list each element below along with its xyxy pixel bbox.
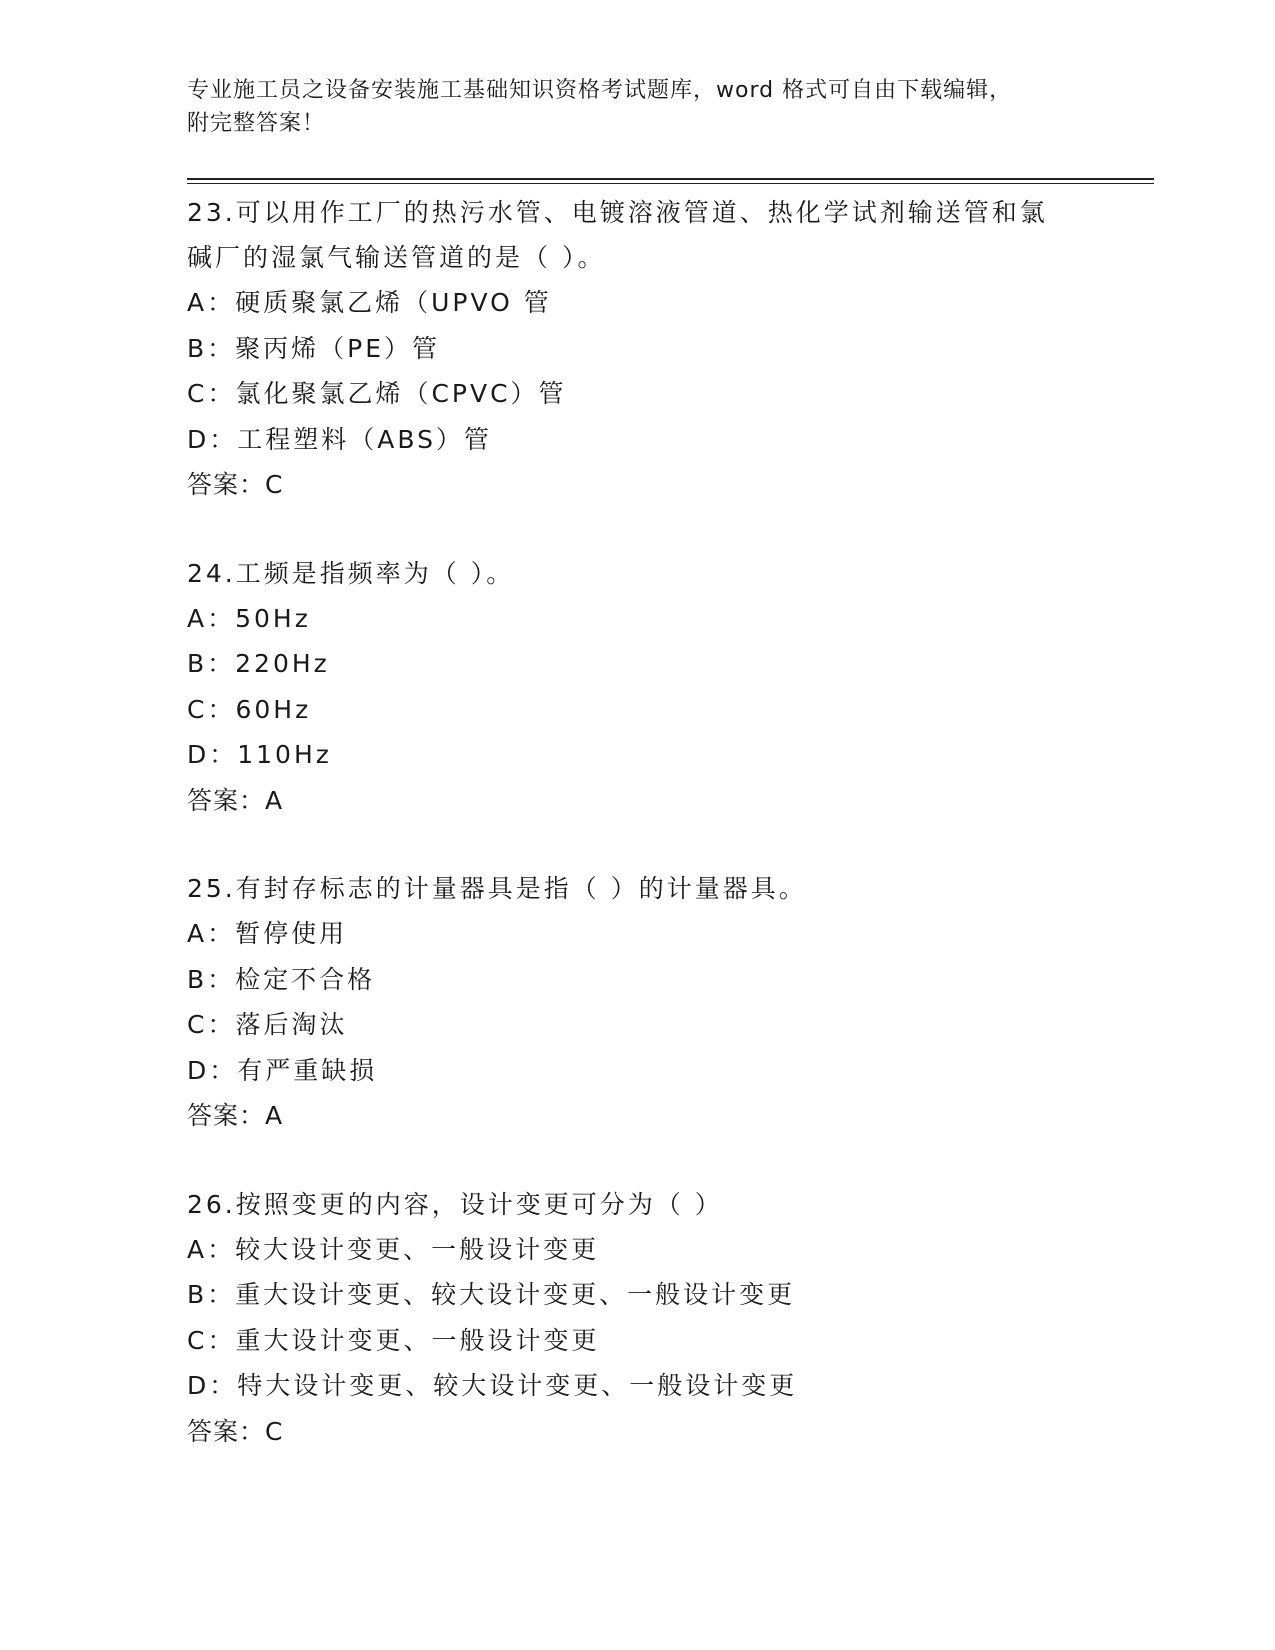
option-b: B：聚丙烯（PE）管 bbox=[187, 333, 441, 363]
option-d: D：特大设计变更、较大设计变更、一般设计变更 bbox=[187, 1371, 798, 1400]
answer-line: 答案：A bbox=[187, 785, 284, 815]
option-d: D：110Hz bbox=[187, 740, 332, 769]
question-26 bbox=[187, 1182, 1087, 1455]
option-b: B：220Hz bbox=[187, 649, 330, 678]
option-c: C：落后淘汰 bbox=[187, 1010, 348, 1039]
question-list bbox=[187, 190, 1087, 1497]
option-a: A：50Hz bbox=[187, 603, 311, 633]
question-text-line: 24.工频是指频率为（ ）。 bbox=[187, 558, 515, 588]
option-d: D：有严重缺损 bbox=[187, 1055, 378, 1085]
answer-line: 答案：A bbox=[187, 1101, 284, 1130]
option-c: C：重大设计变更、一般设计变更 bbox=[187, 1325, 600, 1355]
question-text-line: 26.按照变更的内容，设计变更可分为（ ） bbox=[187, 1189, 723, 1219]
option-a: A：较大设计变更、一般设计变更 bbox=[187, 1234, 600, 1264]
question-text-line: 23.可以用作工厂的热污水管、电镀溶液管道、热化学试剂输送管和氯 bbox=[187, 198, 1048, 227]
header-line-1: 专业施工员之设备安装施工基础知识资格考试题库，word 格式可自由下载编辑， bbox=[187, 78, 1013, 103]
answer-line: 答案：C bbox=[187, 1416, 284, 1446]
option-c: C：60Hz bbox=[187, 694, 312, 724]
answer-line: 答案：C bbox=[187, 470, 284, 499]
header-divider-thick bbox=[187, 178, 1154, 180]
header-line-2: 附完整答案！ bbox=[187, 111, 326, 136]
option-b: B：检定不合格 bbox=[187, 964, 376, 994]
option-d: D：工程塑料（ABS）管 bbox=[187, 424, 492, 454]
document-header bbox=[187, 74, 1087, 140]
question-25 bbox=[187, 866, 1087, 1139]
option-b: B：重大设计变更、较大设计变更、一般设计变更 bbox=[187, 1280, 796, 1309]
question-text-line: 25.有封存标志的计量器具是指（ ）的计量器具。 bbox=[187, 874, 807, 903]
question-24 bbox=[187, 551, 1087, 824]
option-a: A：暂停使用 bbox=[187, 919, 348, 948]
question-23 bbox=[187, 190, 1087, 508]
option-c: C：氯化聚氯乙烯（CPVC）管 bbox=[187, 379, 567, 408]
question-text-line: 碱厂的湿氯气输送管道的是（ ）。 bbox=[187, 243, 606, 272]
option-a: A：硬质聚氯乙烯（UPVO 管 bbox=[187, 288, 552, 317]
header-divider-thin bbox=[187, 183, 1154, 184]
